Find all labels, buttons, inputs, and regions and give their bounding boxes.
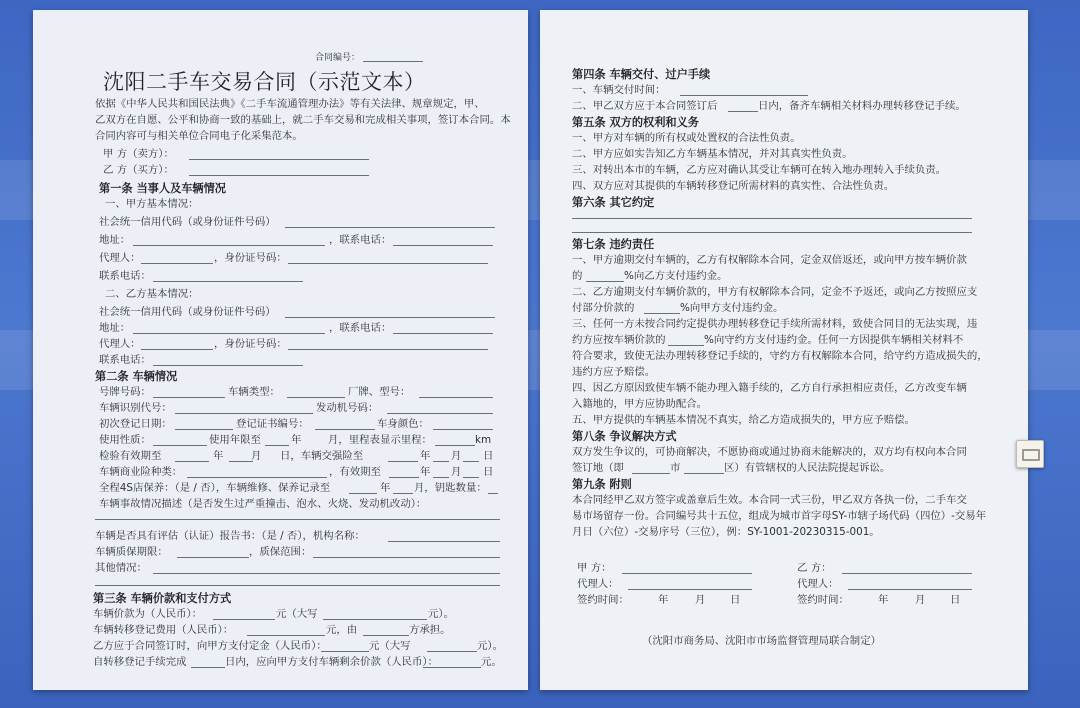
contract-text-line: 一、甲方逾期交付车辆的，乙方有权解除本合同，定金双倍返还，或向甲方按车辆价款: [572, 254, 967, 266]
contract-text-line: 日: [730, 594, 741, 606]
contract-text-line: 签约时间：: [797, 594, 849, 606]
fill-line: [288, 349, 488, 350]
contract-text-line: 一、甲方对车辆的所有权或处置权的合法性负责。: [572, 132, 801, 144]
footer-note: （沈阳市商务局、沈阳市市场监督管理局联合制定）: [642, 635, 881, 647]
fill-line: [153, 397, 225, 398]
fill-line: [389, 477, 419, 478]
fill-line: [463, 477, 479, 478]
contract-text-line: ，联系电话：: [329, 234, 392, 246]
contract-text-line: 入籍地的，甲方应协助配合。: [572, 398, 708, 410]
fill-line: [189, 159, 369, 160]
contract-text-line: 年: [380, 482, 391, 494]
contract-text-line: 初次登记日期：: [99, 418, 172, 430]
contract-text-line: 月: [695, 594, 706, 606]
contract-text-line: 号牌号码：: [99, 386, 151, 398]
fill-line: [315, 429, 375, 430]
contract-text-line: 易市场留存一份。合同编号共十五位，组成为城市首字母SY-市辖子场代码（四位）-交易年: [572, 510, 987, 522]
fill-line: [141, 349, 213, 350]
contract-text-line: 元）。: [428, 608, 454, 620]
contract-text-line: %向甲方支付违约金。: [680, 302, 784, 314]
fill-line: [435, 445, 475, 446]
fill-line: [95, 585, 500, 586]
fill-line: [622, 573, 752, 574]
fill-line: [177, 557, 249, 558]
fill-line: [187, 477, 327, 478]
fill-line: [285, 227, 495, 228]
contract-text-line: 依据《中华人民共和国民法典》《二手车流通管理办法》等有关法律、规章规定，甲、: [95, 98, 485, 110]
contract-text-line: 检验有效期至: [99, 450, 162, 462]
fill-line: [213, 619, 275, 620]
contract-text-line: 的: [572, 270, 583, 282]
contract-text-line: 方承担。: [409, 624, 451, 636]
fill-line: [189, 175, 369, 176]
contract-text-line: 乙双方在自愿、公平和协商一致的基础上，就二手车交易和完成相关事项，签订本合同。本: [95, 114, 511, 126]
fill-line: [393, 245, 493, 246]
page-title: 沈阳二手车交易合同（示范文本）: [103, 70, 426, 94]
contract-text-line: 社会统一信用代码（或身份证件号码）: [99, 216, 276, 228]
section-heading: 第八条 争议解决方式: [572, 430, 677, 443]
contract-text-line: 市: [670, 462, 681, 474]
contract-text-line: 车辆转移登记费用（人民币）：: [93, 624, 234, 636]
section-heading: 第一条 当事人及车辆情况: [99, 182, 226, 195]
contract-text-line: 甲 方（卖方）：: [103, 148, 174, 160]
contract-text-line: 日: [483, 466, 494, 478]
fill-line: [285, 317, 495, 318]
contract-text-line: 甲 方：: [577, 562, 612, 574]
contract-text-line: 月，里程表显示里程：: [328, 434, 432, 446]
fill-line: [349, 493, 377, 494]
contract-text-line: 其他情况：: [95, 562, 147, 574]
contract-number-label: 合同编号：: [315, 53, 361, 63]
contract-text-line: ，身份证号码：: [214, 338, 287, 350]
contract-text-line: 代理人：: [99, 252, 141, 264]
section-heading: 第四条 车辆交付、过户手续: [572, 68, 711, 81]
contract-text-line: 四、因乙方原因致使车辆不能办理入籍手续的，乙方自行承担相应责任，乙方改变车辆: [572, 382, 967, 394]
contract-text-line: 日: [950, 594, 961, 606]
contract-text-line: ，质保范围：: [249, 546, 312, 558]
contract-text-line: 地址：: [99, 322, 131, 334]
fill-line: [572, 232, 972, 233]
fill-line: [141, 263, 213, 264]
contract-text-line: 元（大写: [369, 640, 411, 652]
section-heading: 第二条 车辆情况: [95, 370, 178, 383]
fill-line: [427, 651, 477, 652]
section-heading: 第六条 其它约定: [572, 196, 655, 209]
contract-text-line: 联系电话：: [99, 270, 151, 282]
contract-text-line: 年: [213, 450, 224, 462]
contract-text-line: 代理人：: [797, 578, 839, 590]
contract-text-line: 月: [251, 450, 262, 462]
contract-text-line: 付部分价款的: [572, 302, 635, 314]
contract-text-line: 五、甲方提供的车辆基本情况不真实，给乙方造成损失的，甲方应予赔偿。: [572, 414, 915, 426]
contract-text-line: 二、乙方逾期支付车辆价款的，甲方有权解除本合同，定金不予返还，或向乙方按照应支: [572, 286, 978, 298]
fill-line: [388, 541, 500, 542]
section-heading: 第九条 附则: [572, 478, 632, 491]
fill-line: [680, 95, 808, 96]
contract-text-line: 车辆质保期限：: [95, 546, 168, 558]
contract-text-line: 车身颜色：: [377, 418, 429, 430]
contract-text-line: ，身份证号码：: [214, 252, 287, 264]
fill-line: [463, 461, 479, 462]
contract-text-line: 签约时间：: [577, 594, 629, 606]
contract-text-line: ，有效期至: [329, 466, 381, 478]
fill-line: [433, 429, 493, 430]
contract-text-line: 月日（六位）-交易序号（三位），例：SY-1001-20230315-001。: [572, 526, 880, 538]
fill-line: [153, 365, 303, 366]
fill-line: [313, 557, 500, 558]
fill-line: [842, 573, 972, 574]
fill-line: [388, 461, 418, 462]
fill-line: [247, 635, 325, 636]
contract-text-line: 双方发生争议的，可协商解决，不愿协商或通过协商未能解决的，双方均有权向本合同: [572, 446, 967, 458]
fill-line: [229, 461, 253, 462]
contract-text-line: 全程4S店保养：（是 / 否），车辆维修、保养记录至: [99, 482, 331, 494]
contract-text-line: 二、乙方基本情况：: [105, 288, 199, 300]
contract-text-line: 联系电话：: [99, 354, 151, 366]
contract-page-right: [540, 10, 1028, 690]
fill-line: [433, 461, 449, 462]
fill-line: [287, 397, 345, 398]
fill-line: [433, 477, 449, 478]
contract-text-line: 年: [420, 450, 431, 462]
section-heading: 第三条 车辆价款和支付方式: [93, 592, 232, 605]
fill-line: [133, 333, 325, 334]
contract-text-line: %向守约方支付违约金。任何一方因提供车辆相关材料不: [704, 334, 964, 346]
contract-text-line: 社会统一信用代码（或身份证件号码）: [99, 306, 276, 318]
contract-text-line: 使用性质：: [99, 434, 151, 446]
fill-line: [363, 61, 423, 62]
fill-line: [393, 333, 493, 334]
contract-text-line: 元（大写: [276, 608, 318, 620]
fill-line: [153, 445, 207, 446]
fill-line: [133, 245, 325, 246]
contract-text-line: 二、甲方应如实告知乙方车辆基本情况，并对其真实性负责。: [572, 148, 853, 160]
contract-text-line: 月: [451, 450, 462, 462]
fill-line: [191, 667, 225, 668]
contract-text-line: 签订地（即: [572, 462, 624, 474]
contract-text-line: 代理人：: [577, 578, 619, 590]
fill-line: [488, 493, 498, 494]
fill-line: [728, 111, 758, 112]
contract-text-line: 三、任何一方未按合同约定提供办理转移登记手续所需材料，致使合同目的无法实现，违: [572, 318, 978, 330]
contract-text-line: %向乙方支付违约金。: [624, 270, 728, 282]
fill-line: [644, 313, 680, 314]
fill-line: [668, 345, 704, 346]
contract-text-line: 违约方应予赔偿。: [572, 366, 656, 378]
fill-line: [323, 619, 427, 620]
fill-line: [423, 667, 481, 668]
contract-text-line: 合同内容可与相关单位合同电子化采集范本。: [95, 130, 303, 142]
contract-text-line: 约方应按车辆价款的: [572, 334, 666, 346]
contract-text-line: 元。: [481, 656, 502, 668]
fill-line: [419, 397, 493, 398]
contract-text-line: 年: [420, 466, 431, 478]
contract-text-line: 日内，备齐车辆相关材料办理转移登记手续。: [758, 100, 966, 112]
contract-text-line: 厂牌、型号：: [348, 386, 411, 398]
contract-text-line: 发动机号码：: [316, 402, 379, 414]
contract-text-line: 日内，应向甲方支付车辆剩余价款（人民币）：: [225, 656, 439, 668]
contract-text-line: km: [475, 434, 492, 446]
contract-text-line: 月，钥匙数量：: [414, 482, 487, 494]
contract-text-line: 代理人：: [99, 338, 141, 350]
contract-text-line: 元，由: [326, 624, 358, 636]
contract-text-line: 车辆识别代号：: [99, 402, 172, 414]
section-heading: 第五条 双方的权利和义务: [572, 116, 699, 129]
contract-text-line: 乙 方：: [797, 562, 832, 574]
contract-text-line: 月: [451, 466, 462, 478]
contract-text-line: 车辆类型：: [228, 386, 280, 398]
contract-text-line: 日: [483, 450, 494, 462]
fill-line: [153, 281, 303, 282]
contract-text-line: 年: [658, 594, 669, 606]
contract-text-line: 符合要求，致使无法办理转移登记手续的，守约方有权解除本合同，给守约方造成损失的，: [572, 350, 988, 362]
contract-text-line: 元）。: [477, 640, 503, 652]
contract-text-line: 四、双方应对其提供的车辆转移登记所需材料的真实性、合法性负责。: [572, 180, 895, 192]
binder-clip-icon: [1016, 440, 1044, 468]
contract-text-line: 二、甲乙双方应于本合同签订后: [572, 100, 718, 112]
fill-line: [363, 635, 409, 636]
section-heading: 第七条 违约责任: [572, 238, 655, 251]
fill-line: [684, 473, 724, 474]
fill-line: [572, 218, 972, 219]
fill-line: [265, 445, 289, 446]
contract-text-line: 三、对转出本市的车辆，乙方应对确认其受让车辆可在转入地办理转入手续负责。: [572, 164, 947, 176]
contract-text-line: 区）有管辖权的人民法院提起诉讼。: [724, 462, 891, 474]
contract-text-line: 地址：: [99, 234, 131, 246]
contract-text-line: 年: [878, 594, 889, 606]
fill-line: [387, 413, 493, 414]
fill-line: [628, 589, 752, 590]
contract-text-line: 乙方应于合同签订时，向甲方支付定金（人民币）：: [93, 640, 327, 652]
contract-text-line: 日，车辆交强险至: [280, 450, 364, 462]
contract-text-line: ，联系电话：: [329, 322, 392, 334]
fill-line: [175, 429, 233, 430]
fill-line: [288, 263, 488, 264]
fill-line: [632, 473, 670, 474]
fill-line: [321, 651, 369, 652]
fill-line: [848, 589, 972, 590]
contract-text-line: 车辆事故情况描述（是否发生过严重撞击、泡水、火烧、发动机改动）：: [99, 498, 427, 510]
fill-line: [586, 281, 624, 282]
contract-text-line: 一、车辆交付时间：: [572, 84, 666, 96]
contract-text-line: 车辆价款为（人民币）：: [93, 608, 203, 620]
contract-text-line: 一、甲方基本情况：: [105, 198, 199, 210]
contract-page-left: [33, 10, 528, 690]
fill-line: [175, 461, 209, 462]
contract-text-line: 本合同经甲乙双方签字或盖章后生效。本合同一式三份，甲乙双方各执一份，二手车交: [572, 494, 967, 506]
fill-line: [95, 519, 500, 520]
contract-text-line: 年: [291, 434, 302, 446]
contract-text-line: 乙 方（买方）：: [103, 164, 174, 176]
contract-text-line: 月: [915, 594, 926, 606]
fill-line: [153, 573, 500, 574]
contract-text-line: 登记证书编号：: [236, 418, 309, 430]
contract-text-line: 车辆商业险种类：: [99, 466, 183, 478]
fill-line: [393, 493, 413, 494]
contract-text-line: 自转移登记手续完成: [93, 656, 187, 668]
fill-line: [175, 413, 313, 414]
contract-text-line: 车辆是否具有评估（认证）报告书：（是 / 否），机构名称：: [95, 530, 365, 542]
contract-text-line: 使用年限至: [209, 434, 261, 446]
